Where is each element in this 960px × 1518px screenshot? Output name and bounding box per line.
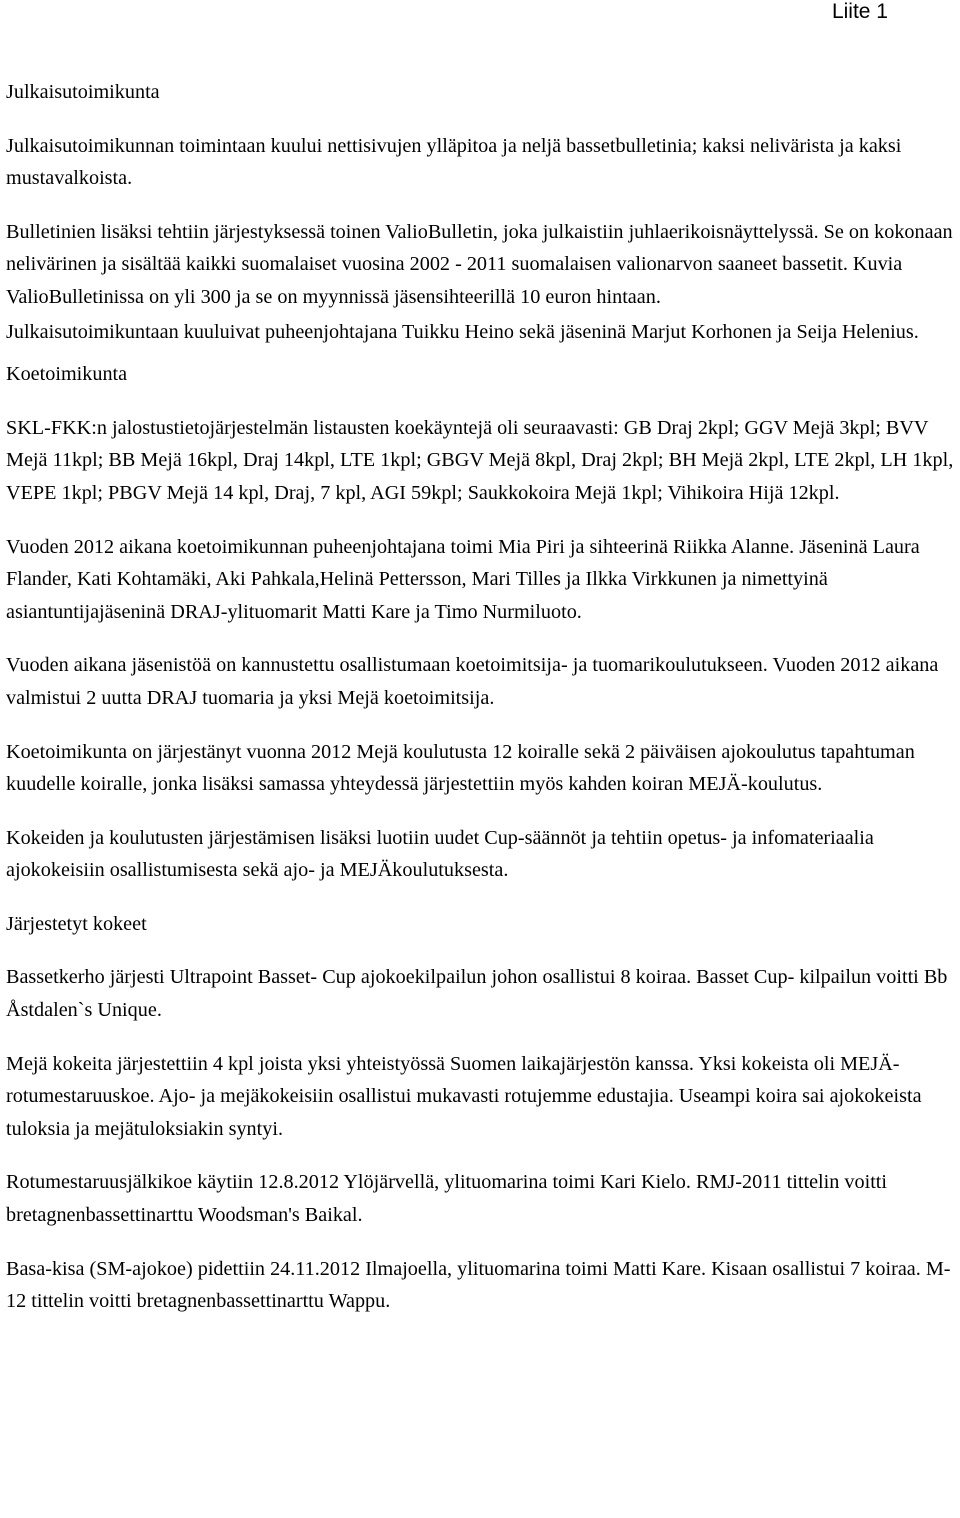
attachment-label: Liite 1: [831, 0, 888, 23]
paragraph-julkaisu-activities: Julkaisutoimikunnan toimintaan kuului nettisivujen ylläpitoa ja neljä bassetbulletinia; kaksi nelivärista ja kaksi mustavalkoista.: [6, 134, 902, 190]
section-heading-jarjestetyt-kokeet: Järjestetyt kokeet: [6, 912, 147, 935]
paragraph-basa-kisa: Basa-kisa (SM-ajokoe) pidettiin 24.11.2012 Ilmajoella, ylituomarina toimi Matti Kare. Kisaan osallistui 7 koiraa. M-12 tittelin voitti bretagnenbassettinarttu Wappu.: [6, 1257, 951, 1313]
section-heading-julkaisutoimikunta: Julkaisutoimikunta: [6, 81, 160, 103]
paragraph-valiobulletin: Bulletinien lisäksi tehtiin järjestyksessä toinen ValioBulletin, joka julkaistiin juhlaerikoisnäyttelyssä. Se on kokonaan nelivärinen ja sisältää kaikki suomalaiset vuosina 2002 - 2011 suomalaisen valionarvon saaneet bassetit. Kuvia ValioBulletinissa on yli 300 ja se on myynnissä jäsensihteerillä 10 euron hintaan.: [6, 220, 953, 308]
paragraph-julkaisu-members: Julkaisutoimikuntaan kuuluivat puheenjohtajana Tuikku Heino sekä jäseninä Marjut Korhonen ja Seija Helenius.: [6, 320, 919, 343]
paragraph-basset-cup: Bassetkerho järjesti Ultrapoint Basset- Cup ajokoekilpailun johon osallistui 8 koiraa. Basset Cup- kilpailun voitti Bb Åstdalen`s Unique.: [6, 966, 948, 1022]
paragraph-cup-rules: Kokeiden ja koulutusten järjestämisen lisäksi luotiin uudet Cup-säännöt ja tehtiin opetus- ja infomateriaalia ajokokeisiin osallistumisesta sekä ajo- ja MEJÄkoulutuksesta.: [6, 826, 874, 882]
document-body: [6, 76, 956, 1339]
paragraph-training: Vuoden aikana jäsenistöä on kannustettu osallistumaan koetoimitsija- ja tuomarikoulutukseen. Vuoden 2012 aikana valmistui 2 uutta DRAJ tuomaria ja yksi Mejä koetoimitsija.: [6, 654, 939, 709]
section-heading-koetoimikunta: Koetoimikunta: [6, 363, 128, 386]
paragraph-rotumestaruus: Rotumestaruusjälkikoe käytiin 12.8.2012 Ylöjärvellä, ylituomarina toimi Kari Kielo. RMJ-2011 tittelin voitti bretagnenbassettinarttu Woodsman's Baikal.: [6, 1171, 888, 1227]
paragraph-meja-tests: Mejä kokeita järjestettiin 4 kpl joista yksi yhteistyössä Suomen laikajärjestön kanssa. Yksi kokeista oli MEJÄ-rotumestaruuskoe. Ajo- ja mejäkokeisiin osallistui mukavasti rotujemme edustajia. Useampi koira sai ajokokeista tuloksia ja mejätuloksiakin syntyi.: [6, 1052, 922, 1140]
paragraph-koetoimikunta-members: Vuoden 2012 aikana koetoimikunnan puheenjohtajana toimi Mia Piri ja sihteerinä Riikka Alanne. Jäseninä Laura Flander, Kati Kohtamäki, Aki Pahkala,Helinä Pettersson, Mari Tilles ja Ilkka Virkkunen ja nimettyinä asiantuntijajäseninä DRAJ-ylituomarit Matti Kare ja Timo Nurmiluoto.: [6, 535, 920, 623]
paragraph-courses: Koetoimikunta on järjestänyt vuonna 2012 Mejä koulutusta 12 koiralle sekä 2 päiväisen ajokoulutus tapahtuman kuudelle koiralle, jonka lisäksi samassa yhteydessä järjestettiin myös kahden koiran MEJÄ-koulutus.: [6, 740, 915, 796]
paragraph-test-statistics: SKL-FKK:n jalostustietojärjestelmän listausten koekäyntejä oli seuraavasti: GB Draj 2kpl; GGV Mejä 3kpl; BVV Mejä 11kpl; BB Mejä 16kpl, Draj 14kpl, LTE 1kpl; GBGV Mejä 8kpl, Draj 2kpl; BH Mejä 2kpl, LTE 2kpl, LH 1kpl, VEPE 1kpl; PBGV Mejä 14 kpl, Draj, 7 kpl, AGI 59kpl; Saukkokoira Mejä 1kpl; Vihikoira Hijä 12kpl.: [6, 416, 954, 504]
